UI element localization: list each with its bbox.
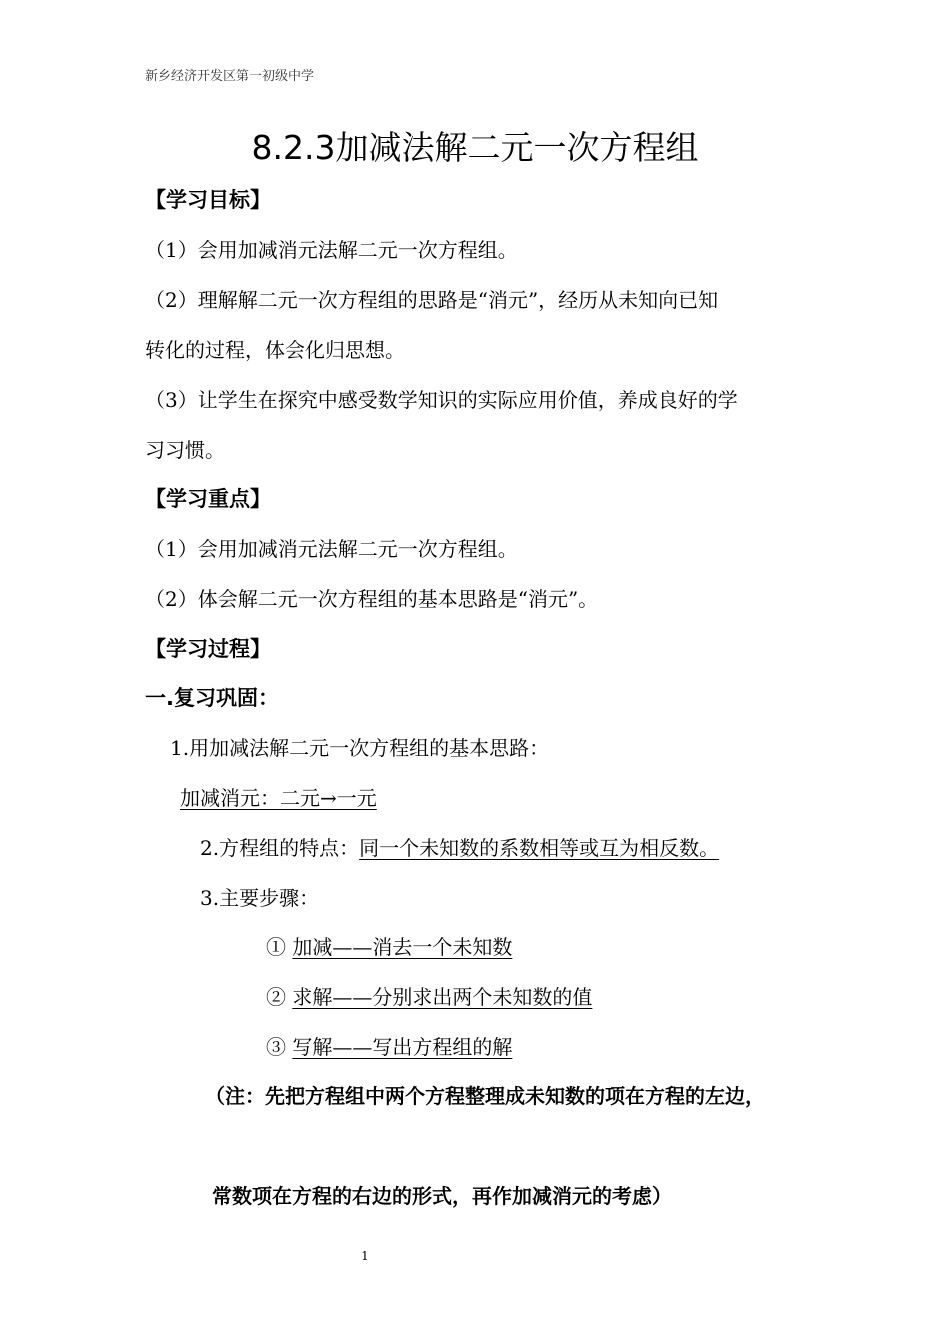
step-text: 写解——写出方程组的解 <box>292 1035 513 1059</box>
review-heading: 一.复习巩固： <box>145 686 279 710</box>
objective-line-4: （3）让学生在探究中感受数学知识的实际应用价值，养成良好的学 <box>145 388 738 412</box>
step-item-1 <box>266 937 512 957</box>
page-title: 8.2.3加减法解二元一次方程组 <box>251 128 699 167</box>
keypoint-line-1: （1）会用加减消元法解二元一次方程组。 <box>145 537 518 561</box>
objective-line-5: 习习惯。 <box>145 438 225 462</box>
objective-line-2: （2）理解解二元一次方程组的思路是“消元”，经历从未知向已知 <box>145 288 719 312</box>
keypoints-heading: 【学习重点】 <box>145 487 271 511</box>
step-text: 加减——消去一个未知数 <box>292 935 513 959</box>
step-marker: ③ <box>266 1035 286 1059</box>
objective-line-3: 转化的过程，体会化归思想。 <box>145 338 405 362</box>
review-question-3: 3.主要步骤： <box>200 886 320 910</box>
page-number: 1 <box>361 1249 369 1263</box>
review-answer-1: 加减消元：二元→一元 <box>180 786 377 810</box>
step-item-3 <box>266 1037 512 1057</box>
step-text: 求解——分别求出两个未知数的值 <box>292 985 593 1009</box>
step-marker: ② <box>266 985 286 1009</box>
keypoint-line-2: （2）体会解二元一次方程组的基本思路是“消元”。 <box>145 587 599 611</box>
note-line-1: （注：先把方程组中两个方程整理成未知数的项在方程的左边， <box>205 1084 765 1108</box>
step-marker: ① <box>266 935 286 959</box>
note-line-2: 常数项在方程的右边的形式，再作加减消元的考虑） <box>212 1184 672 1208</box>
process-heading: 【学习过程】 <box>145 637 271 661</box>
review-question-2 <box>200 838 719 858</box>
review-question-1: 1.用加减法解二元一次方程组的基本思路： <box>170 736 550 760</box>
review-question-2-label: 2.方程组的特点： <box>200 836 360 860</box>
objective-line-1: （1）会用加减消元法解二元一次方程组。 <box>145 238 518 262</box>
review-answer-2: 同一个未知数的系数相等或互为相反数。 <box>359 836 720 860</box>
objectives-heading: 【学习目标】 <box>145 188 271 212</box>
step-item-2 <box>266 987 592 1007</box>
page-header-school: 新乡经济开发区第一初级中学 <box>145 69 315 84</box>
